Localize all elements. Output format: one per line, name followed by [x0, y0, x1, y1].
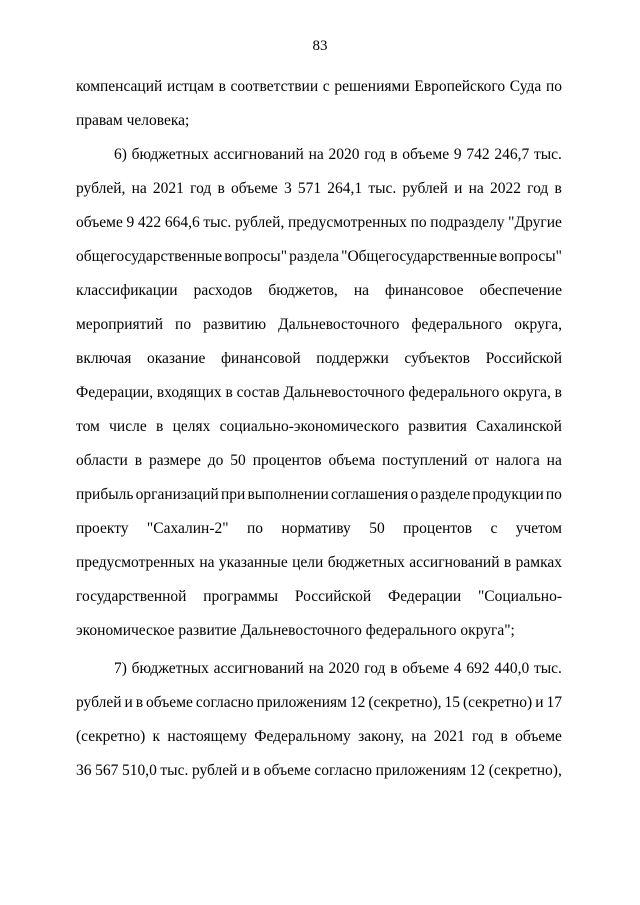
word: бюджетов,	[268, 282, 338, 299]
word: на	[308, 146, 324, 163]
word: "Сахалин-2"	[146, 520, 229, 537]
word: Российской	[294, 588, 372, 605]
word: организаций	[135, 486, 219, 503]
word: Российской	[485, 350, 562, 367]
word: согласно	[314, 762, 373, 779]
word: 567	[95, 762, 119, 779]
word: год	[364, 146, 386, 163]
word: рублей	[76, 694, 122, 711]
word: объеме	[515, 728, 562, 745]
word: федерального	[411, 316, 503, 333]
word: 440,0	[494, 660, 530, 677]
word: финансовой	[220, 350, 301, 367]
word: продукции	[472, 486, 544, 503]
word: развития	[408, 418, 467, 435]
word: к	[152, 728, 161, 745]
word: прибыль	[76, 486, 134, 503]
text-line	[114, 659, 562, 679]
word: тыс.	[203, 214, 232, 231]
page-number: 83	[312, 38, 328, 54]
word: раздела	[289, 248, 340, 265]
word: и	[535, 694, 544, 711]
word: поступлений	[382, 452, 468, 469]
word: объеме	[402, 660, 450, 677]
word: 15	[444, 694, 460, 711]
word: вопросы"	[499, 248, 562, 265]
word: том	[76, 418, 100, 435]
word: с	[322, 78, 330, 95]
text-line	[76, 179, 562, 199]
word: процентов	[403, 520, 473, 537]
word: 692	[466, 660, 490, 677]
word: нормативу	[281, 520, 351, 537]
text-line	[76, 727, 562, 747]
text-line: экономическое развитие Дальневосточного федерального округа";	[76, 622, 515, 639]
word: с	[490, 520, 498, 537]
word: на	[546, 452, 562, 469]
word: программы	[203, 588, 279, 605]
word: разделе	[420, 486, 471, 503]
word: тыс.	[160, 762, 189, 779]
word: объеме	[402, 146, 450, 163]
word: обеспечение	[479, 282, 562, 299]
text-line	[114, 145, 562, 165]
word: ассигнований	[213, 146, 304, 163]
word: поддержки	[316, 350, 389, 367]
word: истцам	[166, 78, 214, 95]
word: 2021	[433, 728, 465, 745]
word: на	[468, 180, 484, 197]
word: мероприятий	[76, 316, 164, 333]
word: настоящему	[167, 728, 247, 745]
word: Федерации,	[76, 384, 154, 401]
text-line	[76, 213, 562, 233]
word: цели	[292, 554, 324, 571]
word: соглашения	[330, 486, 409, 503]
word: 742	[466, 146, 490, 163]
word: тыс.	[533, 660, 562, 677]
word: указанные	[218, 554, 288, 571]
word: по	[247, 520, 264, 537]
word: классификации	[76, 282, 178, 299]
word: общегосударственные	[76, 248, 223, 265]
text-line	[76, 77, 562, 97]
word: и	[124, 694, 133, 711]
word: в	[500, 728, 508, 745]
word: в	[390, 660, 398, 677]
word: в	[134, 452, 143, 469]
word: по	[410, 214, 427, 231]
word: (секретно)	[462, 694, 533, 711]
word: на	[199, 554, 215, 571]
text-line	[76, 281, 562, 301]
word: 36	[76, 762, 92, 779]
text-line	[76, 693, 562, 713]
word: "Социально-	[477, 588, 562, 605]
text-line	[76, 451, 562, 471]
word: в	[252, 762, 261, 779]
word: налога	[495, 452, 540, 469]
word: расходов	[193, 282, 253, 299]
word: 2020	[328, 660, 360, 677]
word: 422	[137, 214, 162, 231]
text-line	[76, 349, 562, 369]
word: развитию	[203, 316, 267, 333]
word: в	[135, 694, 144, 711]
word: области	[76, 452, 128, 469]
word: ассигнований	[213, 660, 304, 677]
word: объеме	[230, 180, 278, 197]
word: по	[545, 78, 562, 95]
word: 12	[349, 694, 366, 711]
word: соответствии	[230, 78, 319, 95]
word: согласно	[195, 694, 254, 711]
word: объеме	[146, 694, 193, 711]
word: и	[454, 180, 463, 197]
word: 6)	[114, 146, 127, 163]
word: предусмотренных	[76, 554, 195, 571]
word: 7)	[114, 660, 127, 677]
word: на	[308, 660, 324, 677]
word: Федерации	[387, 588, 462, 605]
text-line	[76, 587, 562, 607]
word: "Другие	[508, 214, 562, 231]
word: закону,	[358, 728, 404, 745]
word: по	[545, 486, 562, 503]
word: от	[474, 452, 489, 469]
word: (секретно),	[488, 762, 562, 779]
word: на	[131, 180, 147, 197]
word: (секретно)	[76, 728, 146, 745]
word: объеме	[76, 214, 123, 231]
word: ассигнований	[409, 554, 500, 571]
word: рублей	[402, 180, 448, 197]
word: 50	[230, 452, 246, 469]
word: 9	[453, 146, 462, 163]
word: "Общегосударственные	[341, 248, 498, 265]
word: 9	[126, 214, 135, 231]
text-line	[76, 519, 562, 539]
word: (секретно),	[368, 694, 442, 711]
word: целях	[172, 418, 211, 435]
word: год	[364, 660, 386, 677]
word: год	[472, 728, 494, 745]
word: Европейского	[414, 78, 506, 95]
word: при	[220, 486, 246, 503]
text-line	[76, 315, 562, 335]
word: о	[410, 486, 419, 503]
word: в	[390, 146, 398, 163]
word: рамках	[515, 554, 562, 571]
word: рублей,	[234, 214, 285, 231]
word: 571	[297, 180, 322, 197]
word: учетом	[515, 520, 562, 537]
word: до	[207, 452, 224, 469]
word: объема	[328, 452, 376, 469]
word: оказание	[146, 350, 206, 367]
word: 50	[369, 520, 385, 537]
word: включая	[76, 350, 132, 367]
word: социально-экономического	[219, 418, 400, 435]
word: в	[554, 384, 562, 401]
word: вопросы"	[224, 248, 288, 265]
text-line	[76, 417, 562, 437]
word: 264,1	[327, 180, 363, 197]
word: числе	[109, 418, 147, 435]
word: по	[175, 316, 192, 333]
word: в	[217, 180, 225, 197]
word: предусмотренных	[288, 214, 407, 231]
word: 4	[453, 660, 462, 677]
word: 2022	[489, 180, 521, 197]
word: процентов	[252, 452, 322, 469]
word: объеме	[263, 762, 311, 779]
word: рублей,	[76, 180, 126, 197]
text-line	[76, 383, 562, 403]
word: Дальневосточного	[283, 384, 405, 401]
word: 246,7	[494, 146, 530, 163]
word: и	[241, 762, 250, 779]
word: в	[225, 384, 233, 401]
word: 510,0	[121, 762, 157, 779]
text-line	[76, 247, 562, 267]
word: рублей	[191, 762, 238, 779]
word: тыс.	[368, 180, 397, 197]
word: субъектов	[404, 350, 471, 367]
word: 2021	[152, 180, 184, 197]
word: 3	[283, 180, 292, 197]
word: выполнении	[247, 486, 329, 503]
word: компенсаций	[76, 78, 163, 95]
word: бюджетных	[131, 146, 209, 163]
word: приложениям	[375, 762, 467, 779]
text-line	[76, 553, 562, 573]
word: Суда	[509, 78, 542, 95]
word: решениями	[334, 78, 410, 95]
word: 17	[546, 694, 562, 711]
word: тыс.	[533, 146, 562, 163]
word: размере	[148, 452, 201, 469]
word: проекту	[76, 520, 129, 537]
word: входящих	[156, 384, 222, 401]
word: Дальневосточного	[278, 316, 400, 333]
word: на	[411, 728, 427, 745]
word: год	[527, 180, 549, 197]
word: состав	[236, 384, 280, 401]
text-line	[76, 485, 562, 505]
word: федерального	[408, 384, 500, 401]
word: бюджетных	[131, 660, 209, 677]
word: Сахалинской	[476, 418, 562, 435]
word: округа,	[514, 316, 562, 333]
word: на	[353, 282, 369, 299]
word: в	[155, 418, 164, 435]
word: финансовое	[385, 282, 464, 299]
word: государственной	[76, 588, 187, 605]
word: 664,6	[164, 214, 200, 231]
word: округа,	[503, 384, 551, 401]
word: в	[503, 554, 512, 571]
word: 2020	[328, 146, 360, 163]
word: бюджетных	[327, 554, 405, 571]
word: приложениям	[256, 694, 347, 711]
word: в	[554, 180, 562, 197]
text-line: правам человека;	[76, 112, 190, 129]
word: подразделу	[430, 214, 505, 231]
text-line	[76, 761, 562, 781]
word: в	[218, 78, 226, 95]
word: Федеральному	[254, 728, 351, 745]
word: год	[190, 180, 212, 197]
word: 12	[469, 762, 486, 779]
